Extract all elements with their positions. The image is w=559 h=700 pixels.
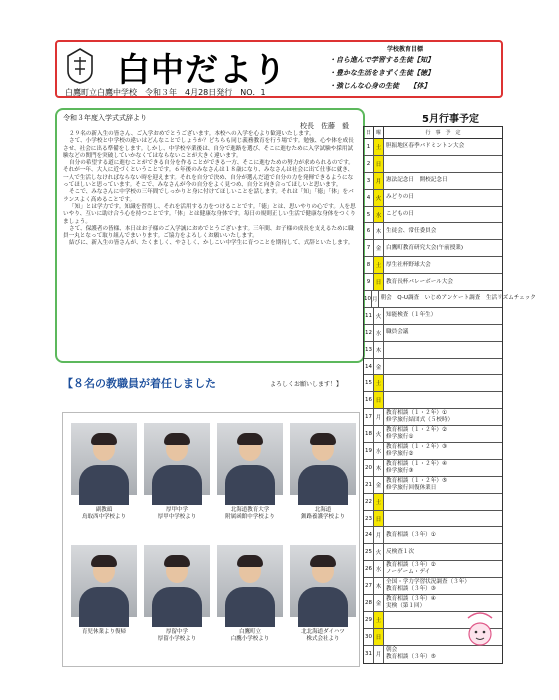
photo-body-shape xyxy=(298,465,348,505)
calendar-row xyxy=(364,477,502,494)
calendar-event xyxy=(384,578,502,594)
calendar-weekday: 日 xyxy=(374,274,384,290)
staff-card xyxy=(290,423,356,535)
message-paragraph: そこで、みなさんに中学校の三年間でしっかりと身に付けてほしいことを話します。それは「知」「徳」「体」をバランスよく高めることです。 xyxy=(63,189,354,203)
calendar-day: 25 xyxy=(364,544,374,560)
staff-origin-line: 厚留中学 xyxy=(165,629,188,635)
staff-photo xyxy=(71,423,137,495)
staff-photo xyxy=(217,423,283,495)
calendar-head-event: 行 事 予 定 xyxy=(425,130,461,136)
calendar-event xyxy=(384,511,502,527)
staff-photo xyxy=(217,545,283,617)
calendar-event-text: 教育相談（１・２年）① xyxy=(386,410,447,417)
calendar-event-text: 修学旅行① xyxy=(386,434,414,441)
calendar-event xyxy=(384,190,502,206)
calendar-event-text: 教育長杯バレーボール大会 xyxy=(386,278,454,285)
calendar-event xyxy=(384,207,502,223)
photo-hair-shape xyxy=(310,433,336,445)
calendar-event xyxy=(384,595,502,611)
calendar-day: 16 xyxy=(364,392,374,408)
calendar-event-text: 修学旅行結団式（５校時） xyxy=(386,417,454,424)
calendar-event-text: 全国・学力学習状況調査（３年） xyxy=(386,579,470,586)
staff-photo xyxy=(144,545,210,617)
calendar-event xyxy=(384,257,502,273)
calendar-weekday: 土 xyxy=(374,494,384,510)
staff-photo xyxy=(290,545,356,617)
photo-hair-shape xyxy=(310,555,336,567)
calendar-row xyxy=(364,173,502,190)
calendar-row xyxy=(364,443,502,460)
calendar-row xyxy=(364,359,502,376)
photo-hair-shape xyxy=(164,433,190,445)
photo-hair-shape xyxy=(91,433,117,445)
calendar-event-text: ノーゲーム・デイ xyxy=(386,569,431,576)
calendar-row xyxy=(364,274,502,291)
message-paragraph: 「知」とは学力です。知識を習得し、それを活用する力をつけることです。「徳」とは、思いやりの心です。人を思いやり、互いに助け合う心を持つことです。「体」とは健康な身体です。毎日の規則正しい生活で健康な身体をつくりましょう。 xyxy=(63,203,356,225)
calendar-event-text: 憲法記念日 開校記念日 xyxy=(386,177,448,184)
calendar-event-text: 職員会議 xyxy=(386,329,409,336)
staff-card xyxy=(71,545,137,657)
calendar-day: 28 xyxy=(364,595,374,611)
calendar-weekday: 月 xyxy=(374,527,384,543)
calendar-day: 8 xyxy=(364,257,374,273)
calendar-event xyxy=(384,359,502,375)
photo-hair-shape xyxy=(164,555,190,567)
calendar-day: 2 xyxy=(364,156,374,172)
calendar-day: 1 xyxy=(364,139,374,155)
calendar-day: 5 xyxy=(364,207,374,223)
calendar-row xyxy=(364,561,502,578)
calendar-day: 26 xyxy=(364,561,374,577)
calendar-event-text: 反検査１次 xyxy=(386,548,414,555)
calendar-row xyxy=(364,460,502,477)
calendar-title: 5月行事予定 xyxy=(422,114,479,125)
calendar-row xyxy=(364,190,502,207)
calendar-weekday: 火 xyxy=(374,308,384,324)
staff-origin-line: 鳥取西中学校より xyxy=(81,514,126,520)
calendar-rows xyxy=(364,139,536,663)
calendar-row xyxy=(364,257,502,274)
goals-list xyxy=(329,54,501,93)
calendar-event-text: 教育相談（３年）① xyxy=(386,531,436,538)
calendar-head-day: 日 xyxy=(364,127,374,138)
calendar-header xyxy=(364,127,502,139)
calendar-day: 30 xyxy=(364,629,374,645)
mascot-illustration-icon xyxy=(462,610,498,650)
calendar-day: 31 xyxy=(364,646,374,663)
staff-origin-line: 北海道教育大学 xyxy=(230,507,270,513)
calendar-weekday: 木 xyxy=(374,460,384,476)
calendar-weekday: 月 xyxy=(374,409,384,425)
staff-origin-line: 厚留小学校より xyxy=(157,636,197,642)
staff-card xyxy=(290,545,356,657)
staff-origin-line: 釧路養護学校より xyxy=(300,514,345,520)
message-paragraph: ２９名の新入生の皆さん、ご入学おめでとうございます。本校への入学を心より歓迎いたします。 xyxy=(69,131,315,137)
calendar-event-text: 教育相談（１・２年）③ xyxy=(386,443,447,450)
calendar-event xyxy=(384,223,502,239)
staff-section-subtitle: よろしくお願いします！】 xyxy=(270,381,343,388)
calendar-day: 19 xyxy=(364,443,374,459)
photo-body-shape xyxy=(79,465,129,505)
goal-item: ・強じんな心身の生徒 【体】 xyxy=(329,82,431,90)
goal-item: ・自ら進んで学習する生徒【知】 xyxy=(329,56,434,64)
calendar-weekday: 土 xyxy=(374,139,384,155)
calendar-row xyxy=(364,223,502,240)
calendar-day: 3 xyxy=(364,173,374,189)
calendar-event xyxy=(384,426,502,442)
staff-origin-line: 北北海道ダイハツ xyxy=(301,629,345,635)
calendar-day: 18 xyxy=(364,426,374,442)
calendar-day: 11 xyxy=(364,308,374,324)
goals-title: 学校教育目標 xyxy=(387,46,424,53)
calendar-day: 6 xyxy=(364,223,374,239)
calendar-row xyxy=(364,291,536,308)
calendar-event xyxy=(384,139,502,155)
calendar-event xyxy=(384,274,502,290)
calendar-event-text: 修学旅行③ xyxy=(386,467,414,474)
calendar-weekday: 木 xyxy=(374,342,384,358)
calendar-event-text: 教育相談（３年）② xyxy=(386,562,436,569)
calendar-weekday: 木 xyxy=(374,578,384,594)
calendar-weekday: 日 xyxy=(374,392,384,408)
calendar-row xyxy=(364,342,502,359)
calendar-day: 23 xyxy=(364,511,374,527)
message-title: 令和３年度入学式式辞より xyxy=(63,114,147,122)
calendar-event-text: 教育相談（１・２年）⑤ xyxy=(386,477,447,484)
photo-body-shape xyxy=(152,465,202,505)
calendar-event xyxy=(384,477,502,493)
staff-origin-line: 株式会社より xyxy=(306,636,340,642)
calendar-event-text: 白鷹町教育研究大会(午前授業) xyxy=(386,244,464,251)
calendar-row xyxy=(364,392,502,409)
staff-origin-line: 厚甲中学 xyxy=(165,507,188,513)
staff-section-title: 【８名の教職員が着任しました xyxy=(62,377,216,390)
calendar-row xyxy=(364,511,502,528)
staff-card xyxy=(144,423,210,535)
photo-body-shape xyxy=(298,587,348,627)
calendar-weekday: 火 xyxy=(374,190,384,206)
calendar-day: 21 xyxy=(364,477,374,493)
calendar-weekday: 金 xyxy=(374,477,384,493)
calendar-event-text: 修学旅行回復休業日 xyxy=(386,484,437,491)
calendar-event xyxy=(384,409,502,425)
calendar-weekday: 火 xyxy=(374,544,384,560)
calendar-event xyxy=(384,375,502,391)
staff-card xyxy=(217,423,283,535)
calendar-day: 27 xyxy=(364,578,374,594)
calendar-event-text: 胆振地区春季バドミントン大会 xyxy=(386,143,465,150)
calendar-weekday: 土 xyxy=(374,257,384,273)
calendar-event xyxy=(384,494,502,510)
calendar-event-text: 厚生社杯野球大会 xyxy=(386,261,431,268)
calendar-day: 10 xyxy=(364,291,372,307)
calendar-weekday: 木 xyxy=(374,223,384,239)
calendar-day: 20 xyxy=(364,460,374,476)
event-calendar xyxy=(363,126,536,664)
staff-origin-line: 厚甲中学校より xyxy=(157,514,197,520)
calendar-day: 29 xyxy=(364,612,374,628)
calendar-event xyxy=(384,156,502,172)
calendar-weekday: 日 xyxy=(374,156,384,172)
calendar-row xyxy=(364,308,502,325)
staff-origin-line: 育児休業より復帰 xyxy=(81,629,126,635)
calendar-weekday: 金 xyxy=(374,595,384,611)
calendar-day: 14 xyxy=(364,359,374,375)
calendar-event-text: 実検（第１回） xyxy=(386,602,426,609)
staff-origin-line: 副教頭 xyxy=(95,507,113,513)
calendar-event xyxy=(384,544,502,560)
calendar-row xyxy=(364,544,502,561)
message-paragraph: さて、小学校と中学校の違いはどんなことでしょうか？どちらも同じ義務教育を行う場です。勉強、心や体を成長させ、社会に出る準備をします。しかし、中学校卒業後は、自分で進路を選び、そこに進むために入学試験や採用試験などの関門を突破していかなくてはならないことが大きく違います。 xyxy=(63,138,354,159)
header-box xyxy=(55,40,503,98)
staff-origin-line: 北海道 xyxy=(314,507,332,513)
calendar-event xyxy=(384,308,502,324)
calendar-row xyxy=(364,578,502,595)
message-paragraph: さて、保護者の皆様、本日はお子様のご入学誠におめでとうございます。三年間、お子様の成長を支えるために職員一丸となって取り組んでまいります。ご協力をよろしくお願いいたします。 xyxy=(63,225,354,240)
staff-origin-line: 白鷹小学校より xyxy=(230,636,270,642)
staff-card xyxy=(144,545,210,657)
calendar-event xyxy=(384,325,502,341)
calendar-event-text: みどりの日 xyxy=(386,194,414,201)
calendar-event-text: 教育相談（３年）③ xyxy=(386,586,436,593)
calendar-event xyxy=(384,173,502,189)
photo-hair-shape xyxy=(237,555,263,567)
photo-hair-shape xyxy=(237,433,263,445)
calendar-weekday: 月 xyxy=(374,646,384,663)
staff-photo xyxy=(71,545,137,617)
calendar-weekday: 水 xyxy=(374,207,384,223)
calendar-weekday: 日 xyxy=(374,511,384,527)
staff-card xyxy=(217,545,283,657)
calendar-event-text: 修学旅行② xyxy=(386,450,414,457)
calendar-event-text: 知能検査（１年生） xyxy=(386,312,437,319)
calendar-row xyxy=(364,240,502,257)
calendar-row xyxy=(364,207,502,224)
calendar-row xyxy=(364,426,502,443)
calendar-event xyxy=(384,527,502,543)
message-paragraph: 自分の希望する道に進むことができる自分を作ることができる一方、そこに進むための努力が求められるのです。それが一年、大人に近づくということです。６年後のみなさんは１８歳になり、みなさんは社会に出て仕事に就き、一人で生活しなければならない時を迎えます。それを自分で決め、自分が選んだ道で自分の力を発揮できるようになってほしいと思っています。そこで、みなさんが今の自分をよく見つめ、自分と向き合ってほしいと思います。 xyxy=(63,160,354,189)
calendar-event xyxy=(384,443,502,459)
calendar-weekday: 水 xyxy=(374,443,384,459)
calendar-event xyxy=(384,460,502,476)
staff-photo xyxy=(144,423,210,495)
calendar-event xyxy=(384,342,502,358)
calendar-day: 9 xyxy=(364,274,374,290)
calendar-day: 15 xyxy=(364,375,374,391)
calendar-event-text: こどもの日 xyxy=(386,211,414,217)
school-emblem-icon xyxy=(65,47,95,85)
calendar-row xyxy=(364,494,502,511)
calendar-event-text: 朝会 Q-U調査 いじめアンケート調査 生活リズムチェック xyxy=(380,295,536,302)
calendar-weekday: 水 xyxy=(374,325,384,341)
calendar-day: 24 xyxy=(364,527,374,543)
photo-hair-shape xyxy=(91,555,117,567)
calendar-row xyxy=(364,409,502,426)
calendar-event-text: 教育相談（３年）④ xyxy=(386,595,436,602)
calendar-row xyxy=(364,527,502,544)
message-signature: 校長 佐藤 毅 xyxy=(300,122,349,130)
goal-item: ・豊かな生活をきずく生徒【徳】 xyxy=(329,69,434,77)
calendar-event xyxy=(379,291,536,307)
newsletter-title: 白中だより xyxy=(117,50,287,89)
calendar-weekday: 土 xyxy=(374,612,384,628)
publication-info: 白鷹町立白鷹中学校 令和３年 4月28日発行 NO．1 xyxy=(65,88,266,97)
calendar-day: 22 xyxy=(364,494,374,510)
staff-origin-line: 附属函館中学校より xyxy=(225,514,275,520)
calendar-event xyxy=(384,392,502,408)
calendar-event-text: 教育相談（３年）⑤ xyxy=(386,654,436,661)
calendar-weekday: 火 xyxy=(374,426,384,442)
calendar-event xyxy=(384,561,502,577)
photo-body-shape xyxy=(225,587,275,627)
calendar-row xyxy=(364,139,502,156)
calendar-weekday: 土 xyxy=(374,375,384,391)
staff-photo xyxy=(290,423,356,495)
calendar-weekday: 金 xyxy=(374,359,384,375)
staff-origin-line: 白鷹町立 xyxy=(238,629,261,635)
photo-body-shape xyxy=(79,587,129,627)
calendar-weekday: 月 xyxy=(372,291,379,307)
calendar-event-text: 朝会 xyxy=(386,647,398,654)
staff-card xyxy=(71,423,137,535)
calendar-event xyxy=(384,240,502,256)
calendar-weekday: 水 xyxy=(374,561,384,577)
calendar-event-text: 教育相談（１・２年）④ xyxy=(386,460,447,467)
calendar-weekday: 金 xyxy=(374,240,384,256)
calendar-day: 13 xyxy=(364,342,374,358)
photo-body-shape xyxy=(152,587,202,627)
calendar-day: 7 xyxy=(364,240,374,256)
message-paragraph: 結びに、新入生の皆さんが、たくましく、やさしく、かしこい中学生に育つことを期待して、式辞といたします。 xyxy=(69,240,354,247)
principal-message-box xyxy=(55,108,365,363)
calendar-event-text: 生徒会、常任委員会 xyxy=(386,227,437,234)
photo-body-shape xyxy=(225,465,275,505)
staff-grid xyxy=(62,412,360,667)
calendar-day: 4 xyxy=(364,190,374,206)
calendar-row xyxy=(364,375,502,392)
calendar-head-weekday: 曜 xyxy=(374,127,384,138)
calendar-day: 12 xyxy=(364,325,374,341)
calendar-row xyxy=(364,156,502,173)
calendar-event-text: 教育相談（１・２年）② xyxy=(386,427,447,434)
calendar-row xyxy=(364,325,502,342)
calendar-weekday: 日 xyxy=(374,629,384,645)
calendar-day: 17 xyxy=(364,409,374,425)
calendar-weekday: 月 xyxy=(374,173,384,189)
